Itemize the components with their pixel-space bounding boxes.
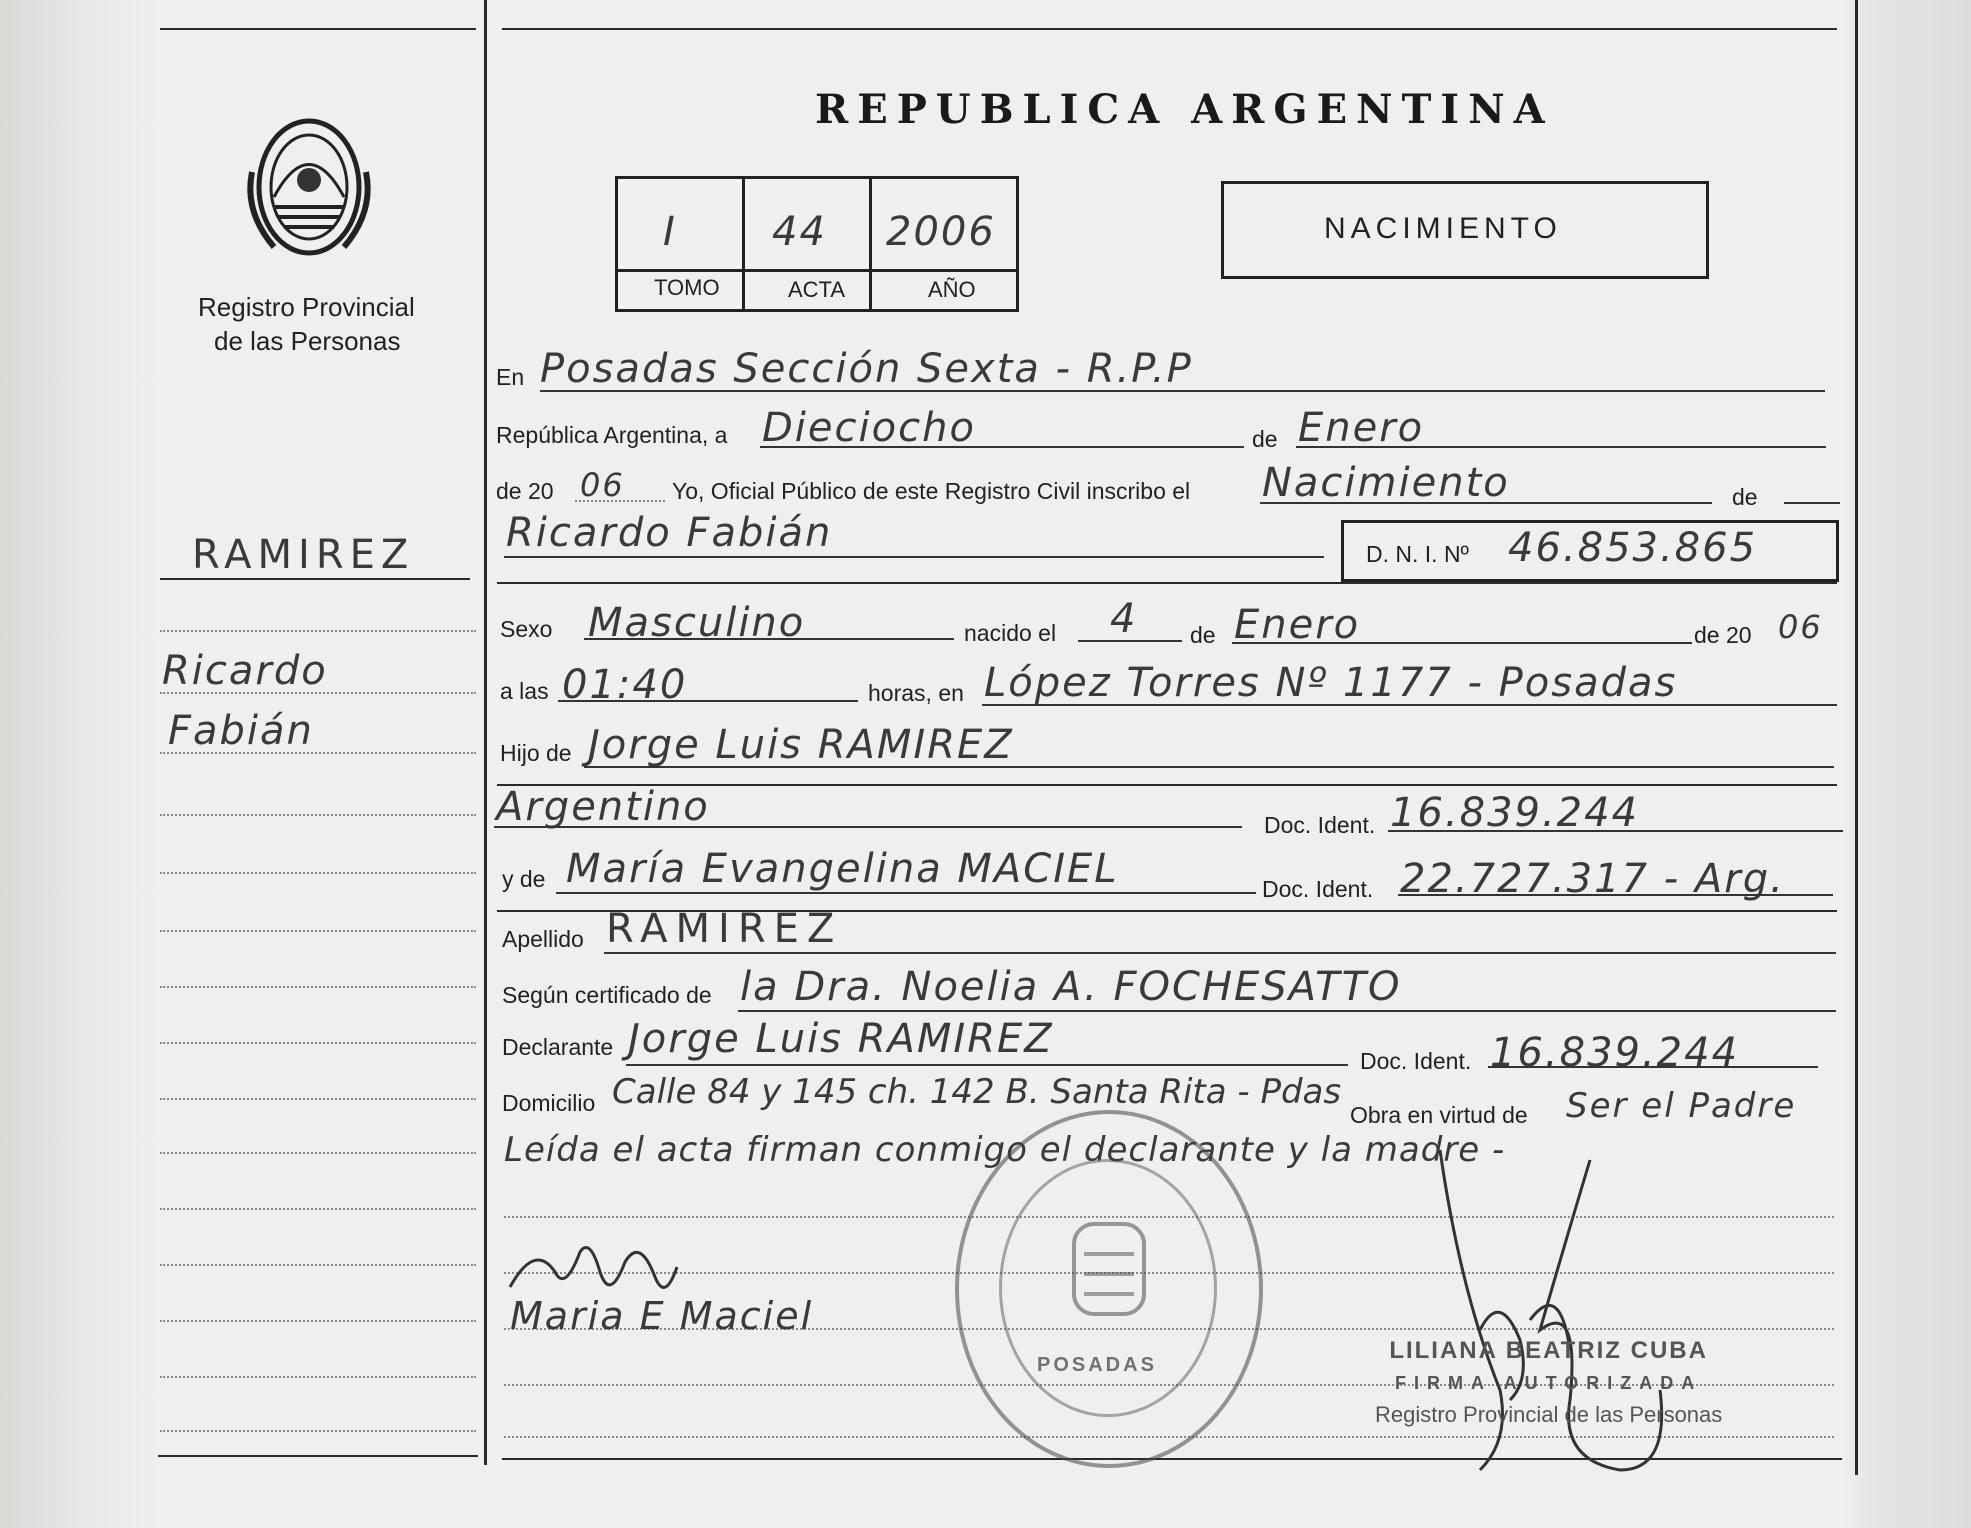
underline [540,390,1825,392]
acta-label: ACTA [788,277,846,302]
value-mes: Enero [1298,405,1425,451]
label-de-2: de [1732,484,1758,510]
underline [1078,640,1182,642]
value-certificado: la Dra. Noelia A. FOCHESATTO [740,964,1402,1010]
value-hora: 01:40 [562,662,688,708]
underline [626,1064,1348,1066]
registry-name-line2: de las Personas [214,326,401,356]
top-rule-right [502,28,1837,30]
document-type: NACIMIENTO [1324,212,1562,245]
seal-authorization: FIRMA AUTORIZADA [1394,1373,1703,1393]
seal-official-name: LILIANA BEATRIZ CUBA [1389,1337,1708,1364]
underline [1296,446,1826,448]
margin-dotted-line [160,986,476,988]
margin-dotted-line [160,1042,476,1044]
margin-dotted-line [160,930,476,932]
label-doc-ident-declarante: Doc. Ident. [1360,1048,1472,1074]
margin-bottom-rule [158,1455,478,1457]
label-hijo-de: Hijo de [500,740,572,766]
table-rule [618,269,1016,272]
margin-dotted-line [160,752,476,754]
underline [556,892,1256,894]
margin-surname: RAMIREZ [192,532,415,578]
underline [1388,830,1843,832]
tomo-value: I [663,209,677,255]
value-lugar: Posadas Sección Sexta - R.P.P [540,346,1193,392]
underline [1260,502,1712,504]
margin-dotted-line [160,872,476,874]
underline [982,704,1837,706]
document-type-box [1221,181,1709,279]
label-y-de: y de [502,866,546,892]
value-anio-nac: 06 [1778,608,1823,646]
label-segun-certificado: Según certificado de [502,982,712,1008]
stamp-city: POSADAS [1037,1354,1157,1376]
underline [494,826,1242,828]
label-doc-ident-madre: Doc. Ident. [1262,876,1374,902]
label-a-las: a las [500,678,549,704]
margin-dotted-line [160,814,476,816]
label-sexo: Sexo [500,616,553,642]
value-apellido: RAMIREZ [606,906,843,952]
label-de-1: de [1252,426,1278,452]
dni-box [1341,520,1839,582]
underline [1232,642,1692,644]
label-obra-en-virtud: Obra en virtud de [1350,1102,1528,1128]
value-lugar-nac: López Torres Nº 1177 - Posadas [984,660,1678,706]
value-sexo: Masculino [588,600,806,646]
act-number-table [615,176,1019,312]
value-padre: Jorge Luis RAMIREZ [588,722,1014,768]
provincia-misiones-emblem-icon [244,112,374,262]
margin-dotted-line [160,1376,476,1378]
value-acto: Nacimiento [1262,460,1510,506]
value-anio: 06 [580,466,625,504]
section-rule [497,582,1837,584]
margin-dotted-line [160,1320,476,1322]
label-domicilio: Domicilio [502,1090,596,1116]
authorized-signature-seal [1375,1335,1722,1431]
acta-value: 44 [772,209,827,255]
anio-value: 2006 [886,209,996,255]
underline [504,556,1324,558]
value-mes-nac: Enero [1234,602,1361,648]
margin-divider [484,0,487,1465]
dotted-underline [575,500,665,502]
value-leida: Leída el acta firman conmigo el declarante y la madre - [504,1130,1506,1170]
value-nombre: Ricardo Fabián [506,510,833,556]
seal-registry: Registro Provincial de las Personas [1375,1402,1723,1427]
value-obra: Ser el Padre [1566,1086,1797,1126]
margin-dotted-line [160,1430,476,1432]
value-doc-declarante: 16.839.244 [1490,1030,1740,1076]
right-border [1855,0,1858,1475]
underline [738,1010,1836,1012]
label-de-3: de [1190,622,1216,648]
value-dia: Dieciocho [762,405,976,451]
value-dni: 46.853.865 [1508,525,1758,571]
value-nacionalidad-padre: Argentino [496,784,710,830]
margin-dotted-line [160,1152,476,1154]
underline [604,952,1836,954]
margin-dotted-line [160,1264,476,1266]
underline [558,700,858,702]
value-declarante: Jorge Luis RAMIREZ [628,1016,1054,1062]
underline [584,638,954,640]
margin-given-name-2: Fabián [168,708,314,754]
anio-label: AÑO [928,277,976,302]
value-doc-padre: 16.839.244 [1390,790,1640,836]
label-declarante: Declarante [502,1034,614,1060]
label-doc-ident-padre: Doc. Ident. [1264,812,1376,838]
label-horas-en: horas, en [868,680,964,706]
official-stamp [955,1110,1263,1468]
margin-dotted-line [160,630,476,632]
value-domicilio: Calle 84 y 145 ch. 142 B. Santa Rita - Pdas [612,1072,1342,1112]
value-firma-madre: Maria E Maciel [510,1294,814,1338]
margin-dotted-line [160,692,476,694]
country-title: REPUBLICA ARGENTINA [815,86,1554,133]
underline [760,446,1244,448]
label-nacido-el: nacido el [964,620,1057,646]
underline [1398,894,1833,896]
label-en: En [496,364,525,390]
value-dia-nac: 4 [1110,596,1138,642]
margin-dotted-line [160,1208,476,1210]
label-republica-a: República Argentina, a [496,422,728,448]
underline [1784,502,1840,504]
underline [1488,1066,1818,1068]
underline [584,766,1834,768]
tomo-label: TOMO [654,275,720,300]
margin-dotted-line [160,1098,476,1100]
stamp-coat-of-arms-icon [1059,1214,1159,1334]
top-rule-left [160,28,476,30]
label-de-20: de 20 [496,478,554,504]
margin-given-name-1: Ricardo [162,648,328,694]
value-madre: María Evangelina MACIEL [566,846,1119,892]
registry-name-line1: Registro Provincial [198,292,415,322]
label-dni: D. N. I. Nº [1366,541,1469,567]
margin-surname-rule [160,578,470,580]
label-de-20-b: de 20 [1694,622,1752,648]
label-apellido: Apellido [502,926,584,952]
label-yo-oficial: Yo, Oficial Público de este Registro Civil inscribo el [672,478,1191,504]
value-doc-madre: 22.727.317 - Arg. [1400,856,1785,902]
